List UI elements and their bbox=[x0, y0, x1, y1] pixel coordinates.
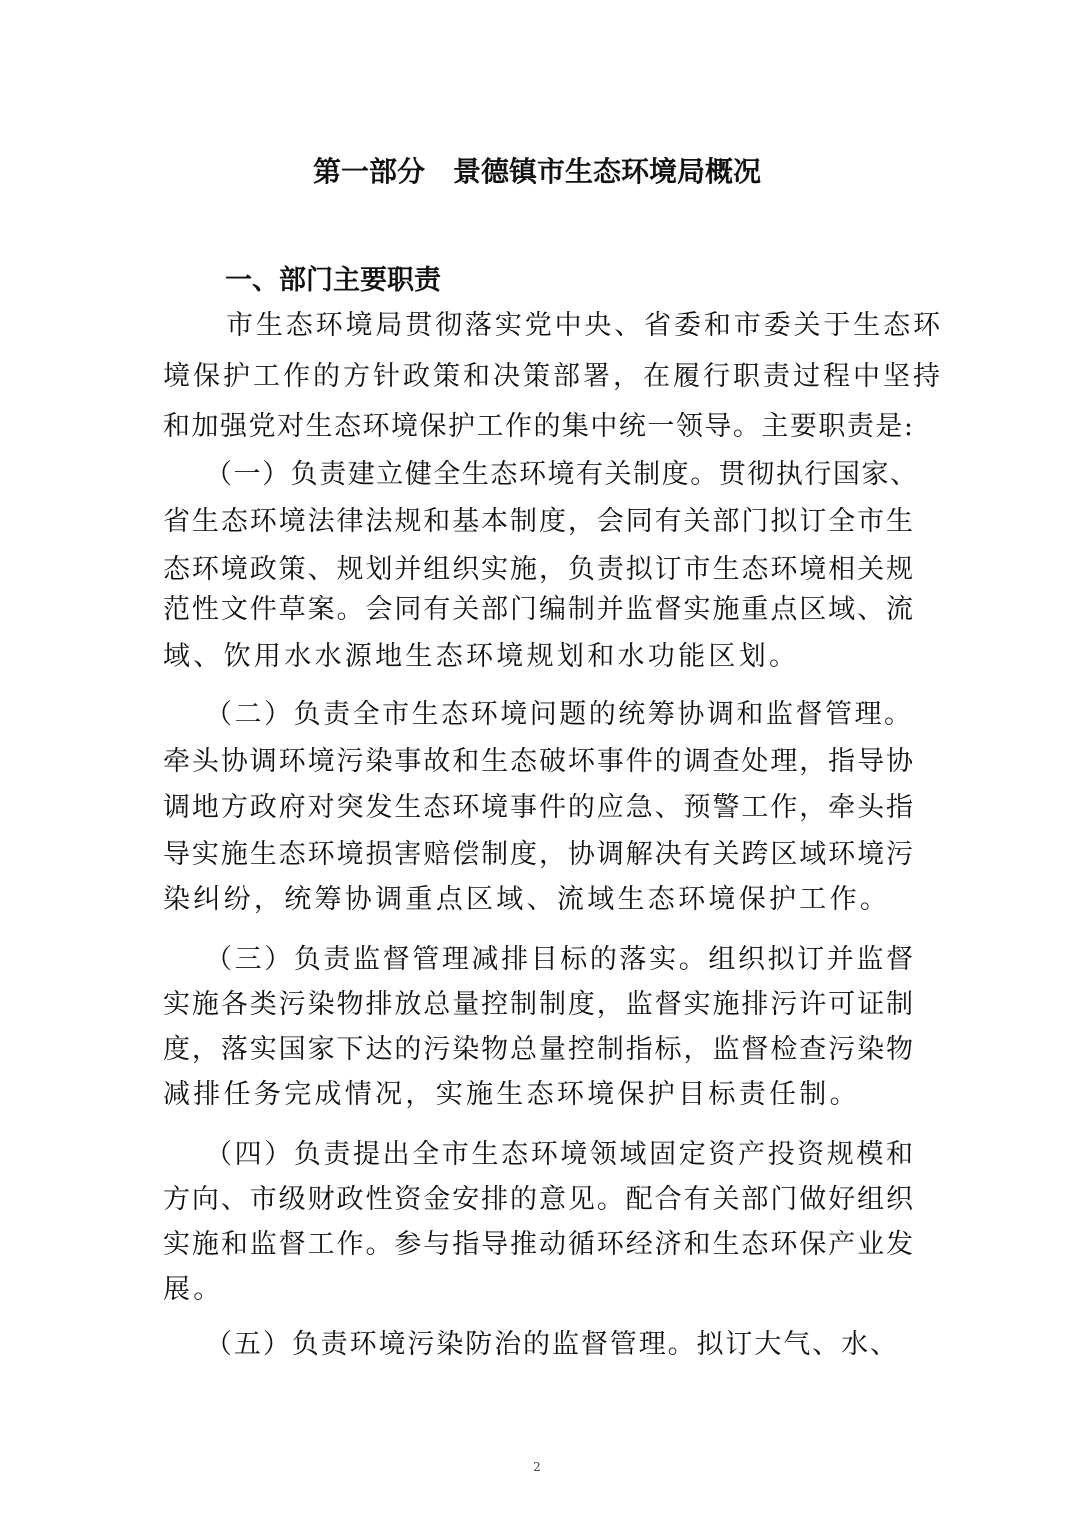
text-line: 染纠纷，统筹协调重点区域、流域生态环境保护工作。 bbox=[163, 884, 891, 915]
text-line: （五）负责环境污染防治的监督管理。拟订大气、水、 bbox=[205, 1329, 897, 1360]
text-line: 方向、市级财政性资金安排的意见。配合有关部门做好组织 bbox=[163, 1184, 913, 1215]
text-line: 导实施生态环境损害赔偿制度，协调解决有关跨区域环境污 bbox=[163, 839, 913, 870]
text-line: 减排任务完成情况，实施生态环境保护目标责任制。 bbox=[163, 1079, 860, 1110]
text-line: 境保护工作的方针政策和决策部署，在履行职责过程中坚持 bbox=[163, 361, 940, 392]
text-line: 展。 bbox=[163, 1274, 224, 1305]
text-line: （一）负责建立健全生态环境有关制度。贯彻执行国家、 bbox=[205, 459, 917, 490]
text-line: 和加强党对生态环境保护工作的集中统一领导。主要职责是: bbox=[163, 411, 913, 442]
text-line: （二）负责全市生态环境问题的统筹协调和监督管理。 bbox=[205, 699, 911, 730]
text-line: 实施各类污染物排放总量控制制度，监督实施排污许可证制 bbox=[163, 989, 913, 1020]
text-line: 市生态环境局贯彻落实党中央、省委和市委关于生态环 bbox=[226, 310, 940, 341]
text-line: 调地方政府对突发生态环境事件的应急、预警工作，牵头指 bbox=[163, 792, 913, 823]
text-line: 牵头协调环境污染事故和生态破坏事件的调查处理，指导协 bbox=[163, 746, 913, 777]
text-line: 态环境政策、规划并组织实施，负责拟订市生态环境相关规 bbox=[163, 554, 913, 585]
text-line: 度，落实国家下达的污染物总量控制指标，监督检查污染物 bbox=[163, 1034, 913, 1065]
text-line: 实施和监督工作。参与指导推动循环经济和生态环保产业发 bbox=[163, 1229, 913, 1260]
text-line: （三）负责监督管理减排目标的落实。组织拟订并监督 bbox=[205, 944, 913, 975]
page-title: 第一部分 景德镇市生态环境局概况 bbox=[312, 155, 761, 188]
section-heading: 一、部门主要职责 bbox=[225, 265, 441, 296]
page-number: 2 bbox=[533, 1460, 541, 1474]
text-line: （四）负责提出全市生态环境领域固定资产投资规模和 bbox=[205, 1139, 913, 1170]
text-line: 域、饮用水水源地生态环境规划和水功能区划。 bbox=[163, 641, 800, 672]
text-line: 省生态环境法律法规和基本制度，会同有关部门拟订全市生 bbox=[163, 506, 913, 537]
text-line: 范性文件草案。会同有关部门编制并监督实施重点区域、流 bbox=[163, 594, 913, 625]
